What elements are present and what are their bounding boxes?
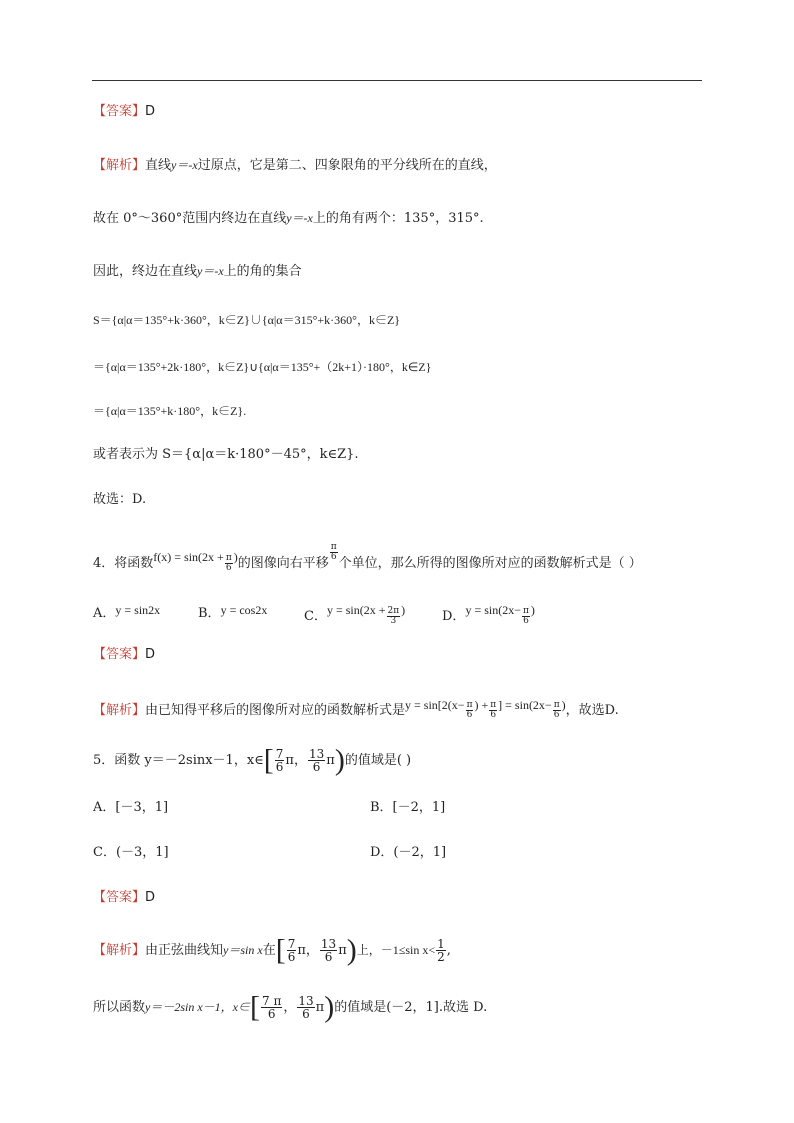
q3-text: 因此，终边在直线 <box>93 264 198 279</box>
q5-eq: y＝－2sin x－1，x∈ <box>145 1000 250 1014</box>
q4-close: ) <box>233 550 238 564</box>
q4-eq: ) + <box>474 698 489 712</box>
q3-text: 过原点，它是第二、四象限角的平分线所在的直线， <box>197 158 497 173</box>
q5-analysis-line1 <box>93 933 451 967</box>
q3-set-line4: 或者表示为 S＝{α|α＝k·180°－45°，k∈Z}. <box>93 447 359 462</box>
q4-text: ，故选D. <box>565 703 619 718</box>
q5-half: $\frac{1}{2}$ <box>437 937 445 964</box>
q3-eq: y＝-x <box>197 264 224 278</box>
q4-opt-d-label: D． <box>442 609 466 624</box>
q5-opt-b: B．[－2，1] <box>370 800 446 815</box>
analysis-tag: 【解析】 <box>93 703 146 718</box>
q4-text: 个单位，那么所得的图像所对应的函数解析式是（ ） <box>338 556 642 571</box>
q3-analysis-line2 <box>93 208 484 229</box>
answer-tag: 【答案】 <box>93 104 146 119</box>
q4-opt-c-frac: $\frac{2\pi}{3}$ <box>387 606 400 626</box>
q5-opt-d: D．(－2，1] <box>370 845 447 860</box>
q4-eq: ) <box>561 698 566 712</box>
q3-set-line1: S＝{α|α＝135°+k·360°，k∈Z}∪{α|α＝315°+k·360°，k∈Z} <box>93 313 401 327</box>
q5-analysis-line2 <box>93 990 488 1024</box>
q4-opt-c: y = sin(2x + <box>326 603 386 617</box>
q5-stem <box>93 743 412 777</box>
q5-frac1: $\frac{7 \pi}{6}$ <box>262 994 282 1021</box>
q5-text: 的值域是(－2，1].故选 D. <box>334 1000 488 1015</box>
q4-opt-d: y = sin(2x− <box>465 603 521 617</box>
q5-text: 由正弦曲线知 <box>145 943 224 958</box>
q3-text: 上的角的集合 <box>223 264 302 279</box>
q3-analysis-line1 <box>93 155 497 176</box>
analysis-tag: 【解析】 <box>93 943 146 958</box>
q5-text: 所以函数 <box>93 1000 146 1015</box>
q3-eq: y＝-x <box>286 211 313 225</box>
q3-text: 故在 0°～360°范围内终边在直线 <box>93 211 287 226</box>
q4-option-d <box>442 600 535 627</box>
q4-opt-d-frac: $\frac{\pi}{6}$ <box>522 606 529 626</box>
q5-comma: ， <box>305 943 319 958</box>
q5-frac2: $\frac{13}{6}$ <box>308 747 325 774</box>
q4-eq: ] = sin(2x− <box>498 698 552 712</box>
q4-text: 由已知得平移后的图像所对应的函数解析式是 <box>145 703 406 718</box>
q4-frac-shift: $\frac{\pi}{6}$ <box>330 542 337 562</box>
q5-pi: π <box>326 753 335 768</box>
q4-stem <box>93 543 642 574</box>
q3-text: 直线 <box>145 158 172 173</box>
q4-options <box>93 600 160 624</box>
q5-bracket-left: [ <box>263 743 274 777</box>
q5-eq: y＝sin x <box>223 943 263 957</box>
q5-ineq: 上，－1≤sin x< <box>356 943 436 957</box>
q5-pi: π <box>338 943 347 958</box>
q3-eq: y＝-x <box>171 158 198 172</box>
q5-text: 5．函数 y＝－2sinx－1，x∈ <box>93 753 264 768</box>
q4-opt-d-close: ) <box>530 603 535 617</box>
q3-answer-line <box>93 102 155 122</box>
q4-frac-pi6: $\frac{\pi}{6}$ <box>225 553 232 573</box>
q4-analysis <box>93 695 619 721</box>
q4-opt-a: y = sin2x <box>115 603 161 617</box>
q5-frac1: $\frac{7}{6}$ <box>275 747 284 774</box>
q3-analysis-line3 <box>93 261 302 282</box>
q4-answer: D <box>145 647 156 662</box>
q3-set-line3: ＝{α|α＝135°+k·180°，k∈Z}. <box>93 404 247 418</box>
analysis-tag: 【解析】 <box>93 158 146 173</box>
q4-func: f(x) = sin(2x + <box>153 550 224 564</box>
q5-bracket-left: [ <box>250 990 260 1024</box>
q4-option-c <box>304 600 405 627</box>
q5-pi: π <box>315 1000 325 1015</box>
q5-text: 的值域是( ) <box>344 753 412 768</box>
q5-bracket-left: [ <box>275 933 286 967</box>
q4-opt-b-label: B． <box>198 606 221 621</box>
answer-tag: 【答案】 <box>93 647 146 662</box>
q3-answer: D <box>145 104 156 119</box>
q5-bracket-right: ) <box>346 933 357 967</box>
q4-frac: $\frac{\pi}{6}$ <box>466 700 473 720</box>
q5-opt-c: C．(－3，1] <box>93 845 169 860</box>
q4-eq: y = sin[2(x− <box>405 698 465 712</box>
q5-answer-line <box>93 888 155 908</box>
q3-text: 上的角有两个：135°，315°. <box>312 211 484 226</box>
header-rule <box>92 80 702 81</box>
q5-text: 在 <box>262 943 276 958</box>
q5-bracket-right: ) <box>324 990 335 1024</box>
q5-comma: ， <box>293 753 307 768</box>
q5-comma: ， <box>283 1000 297 1015</box>
q5-opt-a: A．[－3，1] <box>93 800 169 815</box>
q4-text: 的图像向右平移 <box>237 556 329 571</box>
q3-choice-line: 故选：D. <box>93 492 147 507</box>
q4-opt-b: y = cos2x <box>220 603 268 617</box>
q4-frac: $\frac{\pi}{6}$ <box>553 700 560 720</box>
q4-opt-c-close: ) <box>401 603 406 617</box>
q4-option-b <box>198 600 267 624</box>
q5-text: , <box>446 943 451 958</box>
answer-tag: 【答案】 <box>93 890 146 905</box>
q5-frac2: $\frac{13}{6}$ <box>320 937 337 964</box>
q4-answer-line <box>93 645 155 665</box>
q5-answer: D <box>145 890 156 905</box>
q4-text: 4．将函数 <box>93 556 154 571</box>
q5-pi: π <box>297 943 306 958</box>
q4-opt-a-label: A． <box>93 606 116 621</box>
q5-frac2: $\frac{13}{6}$ <box>298 994 314 1021</box>
q5-bracket-right: ) <box>334 743 345 777</box>
q3-set-line2: ＝{α|α＝135°+2k·180°，k∈Z}∪{α|α＝135°+（2k+1）·180°，k∈Z} <box>93 360 432 374</box>
q4-opt-c-label: C． <box>304 609 327 624</box>
q4-frac: $\frac{\pi}{6}$ <box>490 700 497 720</box>
q5-frac1: $\frac{7}{6}$ <box>287 937 296 964</box>
q5-pi: π <box>285 753 294 768</box>
